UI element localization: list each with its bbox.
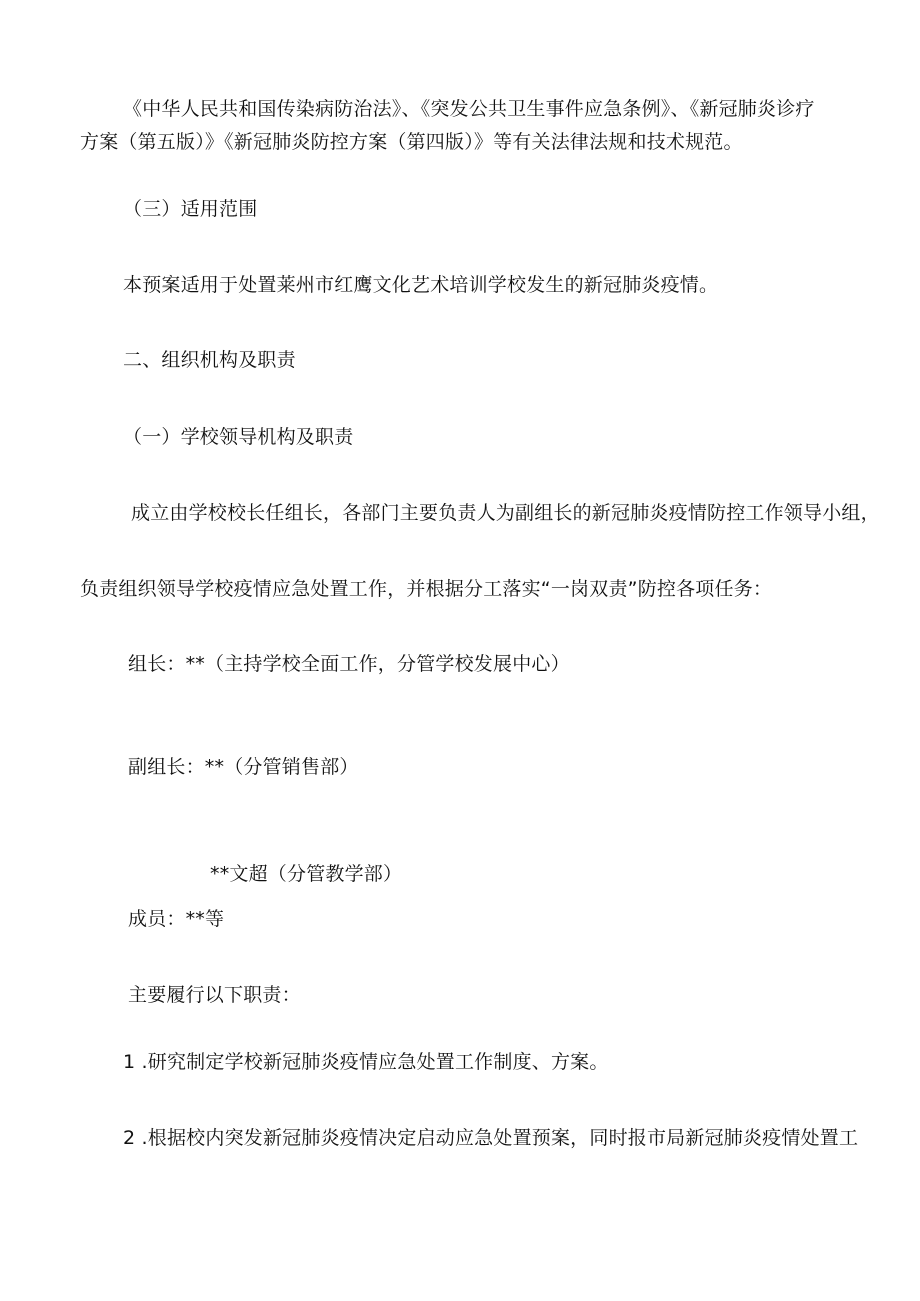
deputy-leader-entry: 副组长：**（分管销售部） bbox=[128, 756, 359, 778]
paragraph-leadership-line-1: 成立由学校校长任组长，各部门主要负责人为副组长的新冠肺炎疫情防控工作领导小组， bbox=[131, 502, 880, 524]
deputy-leader-entry-2: **文超（分管教学部） bbox=[210, 863, 403, 885]
paragraph-line-1: 《中华人民共和国传染病防治法》、《突发公共卫生事件应急条例》、《新冠肺炎诊疗 bbox=[123, 98, 815, 120]
section-heading-organization: 二、组织机构及职责 bbox=[123, 349, 296, 371]
duty-item-1: 1 .研究制定学校新冠肺炎疫情应急处置工作制度、方案。 bbox=[123, 1051, 609, 1073]
members-entry: 成员：**等 bbox=[128, 908, 225, 930]
section-heading-leadership: （一）学校领导机构及职责 bbox=[123, 426, 354, 448]
paragraph-line-2: 方案（第五版）》《新冠肺炎防控方案（第四版）》等有关法律法规和技术规范。 bbox=[80, 131, 743, 153]
section-heading-scope: （三）适用范围 bbox=[123, 198, 258, 220]
duty-item-2: 2 .根据校内突发新冠肺炎疫情决定启动应急处置预案，同时报市局新冠肺炎疫情处置工 bbox=[123, 1127, 859, 1149]
leader-entry: 组长：**（主持学校全面工作，分管学校发展中心） bbox=[128, 653, 570, 675]
paragraph-leadership-line-2: 负责组织领导学校疫情应急处置工作，并根据分工落实“一岗双责”防控各项任务： bbox=[80, 578, 773, 600]
duties-heading: 主要履行以下职责： bbox=[128, 984, 301, 1006]
paragraph-scope: 本预案适用于处置莱州市红鹰文化艺术培训学校发生的新冠肺炎疫情。 bbox=[123, 274, 719, 296]
